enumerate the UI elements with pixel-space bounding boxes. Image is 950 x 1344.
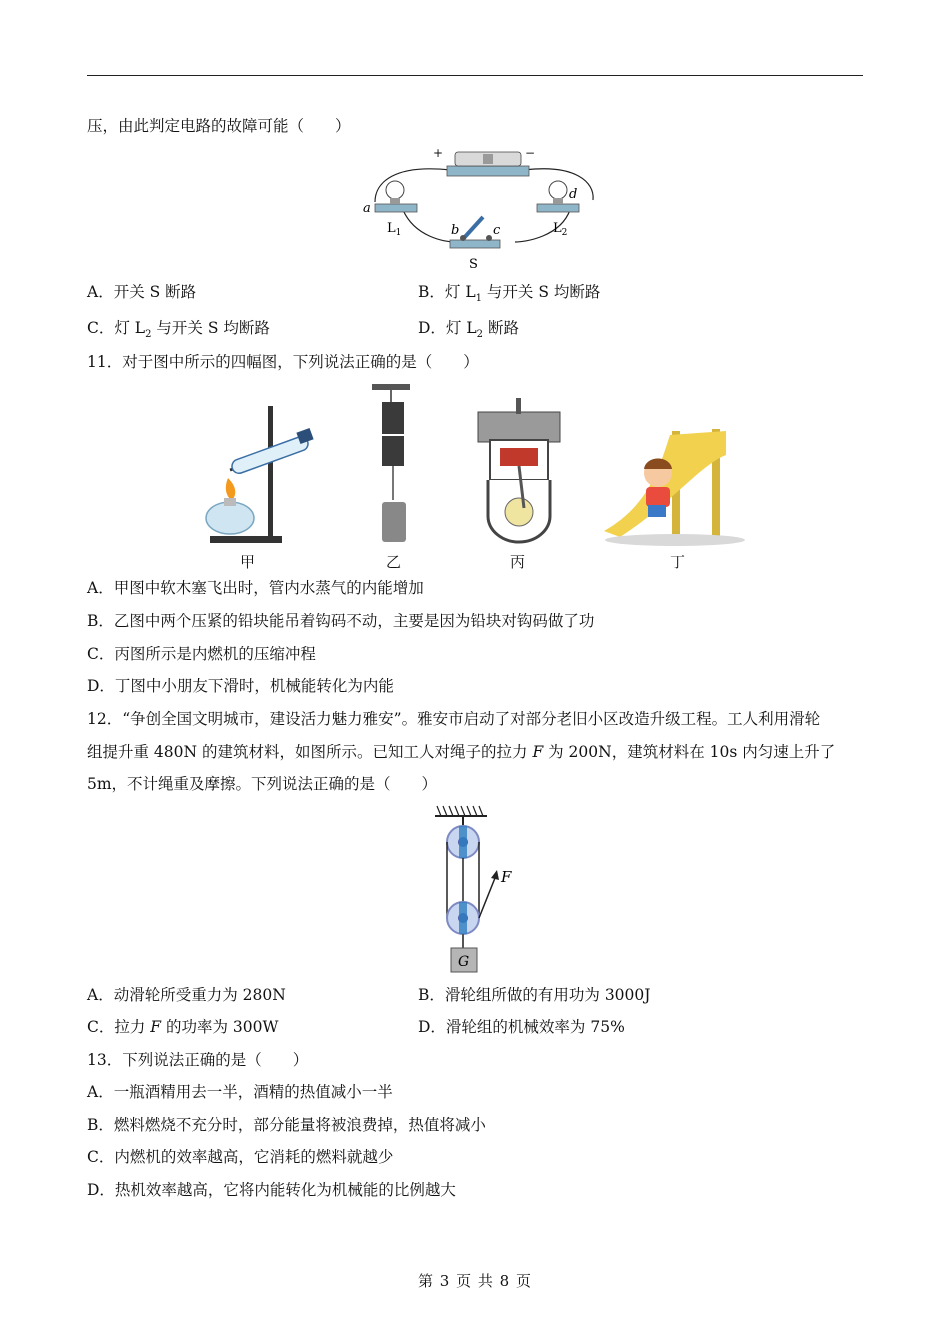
q12-option-d: D．滑轮组的机械效率为 75% (418, 1018, 625, 1036)
page-footer: 第 3 页 共 8 页 (418, 1272, 532, 1290)
q13-option-b: B．燃料燃烧不充分时，部分能量将被浪费掉，热值将减小 (87, 1116, 486, 1134)
q11-stem: 11．对于图中所示的四幅图，下列说法正确的是（ ） (87, 353, 479, 371)
fig-jia-test-tube (200, 400, 320, 548)
battery-base (447, 166, 529, 176)
q12-option-a: A．动滑轮所受重力为 280N (87, 986, 286, 1004)
fig-bing-engine-cylinder (474, 396, 564, 548)
fig-jia-caption: 甲 (240, 553, 256, 571)
force-label: F (501, 868, 512, 886)
q11-option-a: A．甲图中软木塞飞出时，管内水蒸气的内能增加 (87, 579, 424, 597)
lamp-l2-bulb (549, 181, 567, 199)
battery-minus-label: − (525, 146, 536, 160)
q10-option-a: A．开关 S 断路 (87, 283, 197, 301)
label-l1: $L_1$ (387, 221, 402, 238)
header-rule (87, 75, 863, 76)
label-s: S (469, 257, 478, 272)
q12-stem-line3: 5m，不计绳重及摩擦。下列说法正确的是（ ） (87, 775, 438, 793)
q10-option-c: C．灯 $L_2$ 与开关 S 均断路 (87, 319, 270, 341)
q11-option-b: B．乙图中两个压紧的铅块能吊着钩码不动，主要是因为铅块对钩码做了功 (87, 612, 595, 630)
q13-option-c: C．内燃机的效率越高，它消耗的燃料就越少 (87, 1148, 394, 1166)
lamp-l1-bulb (386, 181, 404, 199)
fig-yi-lead-blocks (366, 382, 416, 548)
q13-stem: 13．下列说法正确的是（ ） (87, 1051, 309, 1069)
fig-ding-slide (600, 425, 750, 550)
q10-circuit-figure (355, 142, 620, 272)
q10-option-b: B．灯 $L_1$ 与开关 S 均断路 (418, 283, 601, 305)
q10-option-d: D．灯 $L_2$ 断路 (418, 319, 519, 341)
fig-bing-caption: 丙 (510, 553, 526, 571)
lamp-l1-base (375, 204, 417, 212)
label-b: b (451, 223, 460, 238)
label-a: a (363, 201, 371, 216)
battery-plus-label: + (433, 146, 444, 160)
q10-stem-tail: 压，由此判定电路的故障可能（ ） (87, 117, 351, 135)
switch-knife (463, 217, 483, 239)
q13-option-a: A．一瓶酒精用去一半，酒精的热值减小一半 (87, 1083, 393, 1101)
lamp-l2-base (537, 204, 579, 212)
q13-option-d: D．热机效率越高，它将内能转化为机械能的比例越大 (87, 1181, 456, 1199)
label-c: c (493, 223, 501, 238)
q12-option-c: C．拉力 F 的功率为 300W (87, 1018, 279, 1036)
weight-label: G (458, 954, 470, 970)
label-l2: $L_2$ (553, 221, 568, 238)
q12-stem-line2: 组提升重 480N 的建筑材料，如图所示。已知工人对绳子的拉力 F 为 200N，建筑材料在 10s 内匀速上升了 (87, 743, 836, 761)
fig-ding-caption: 丁 (670, 553, 686, 571)
fig-yi-caption: 乙 (386, 553, 402, 571)
q11-option-d: D．丁图中小朋友下滑时，机械能转化为内能 (87, 677, 394, 695)
q12-stem-line1: 12．“争创全国文明城市，建设活力魅力雅安”。雅安市启动了对部分老旧小区改造升级工程。工人利用滑轮 (87, 710, 821, 728)
switch-base (450, 240, 500, 248)
label-d: d (569, 187, 578, 202)
q12-option-b: B．滑轮组所做的有用功为 3000J (418, 986, 651, 1004)
q11-option-c: C．丙图所示是内燃机的压缩冲程 (87, 645, 316, 663)
q12-pulley-figure (425, 802, 535, 974)
